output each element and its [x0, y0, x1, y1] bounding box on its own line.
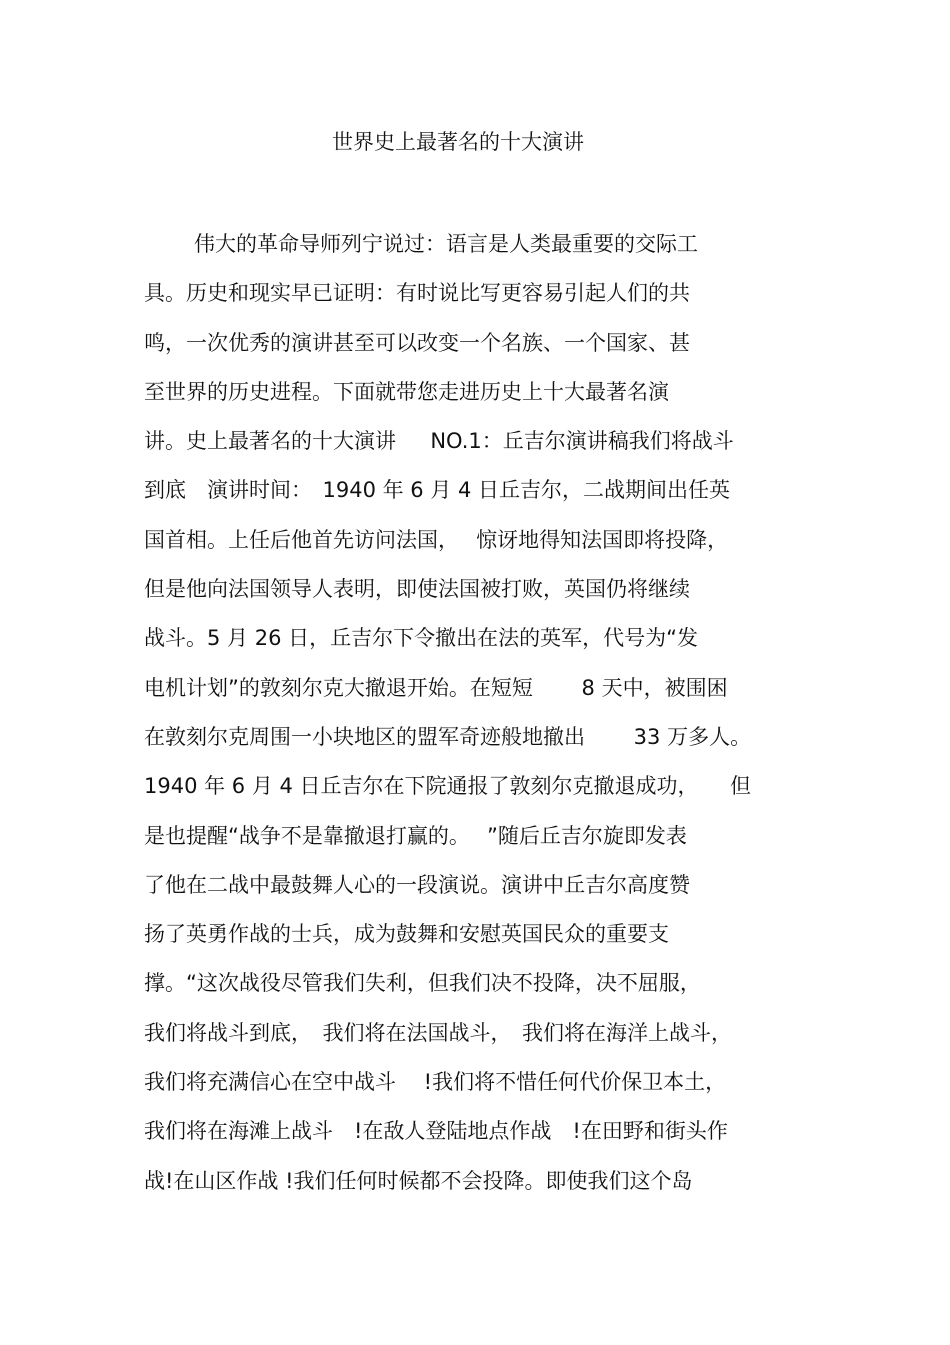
- paragraph-line: 了他在二战中最鼓舞人心的一段演说。演讲中丘吉尔高度赞: [144, 872, 690, 897]
- paragraph-line: 讲。史上最著名的十大演讲 NO.1：丘吉尔演讲稿我们将战斗: [144, 429, 734, 454]
- paragraph-line: 是也提醒“战争不是靠撤退打赢的。 ”随后丘吉尔旋即发表: [144, 823, 687, 848]
- paragraph-line: 在敦刻尔克周围一小块地区的盟军奇迹般地撤出 33 万多人。: [144, 724, 752, 749]
- paragraph-line: 我们将充满信心在空中战斗 !我们将不惜任何代价保卫本土，: [144, 1070, 727, 1095]
- paragraph-line: 1940 年 6 月 4 日丘吉尔在下院通报了敦刻尔克撤退成功， 但: [144, 774, 752, 799]
- paragraph-line: 电机计划”的敦刻尔克大撤退开始。在短短 8 天中，被围困: [144, 675, 728, 700]
- paragraph-line: 具。历史和现实早已证明：有时说比写更容易引起人们的共: [144, 281, 690, 306]
- paragraph-line: 扬了英勇作战的士兵，成为鼓舞和安慰英国民众的重要支: [144, 922, 669, 947]
- paragraph-line: 鸣，一次优秀的演讲甚至可以改变一个名族、一个国家、甚: [144, 330, 690, 355]
- paragraph-line: 我们将战斗到底， 我们将在法国战斗， 我们将在海洋上战斗，: [144, 1020, 732, 1045]
- paragraph-line: 到底 演讲时间： 1940 年 6 月 4 日丘吉尔，二战期间出任英: [144, 478, 731, 503]
- paragraph-line: 我们将在海滩上战斗 !在敌人登陆地点作战 !在田野和街头作: [144, 1119, 728, 1144]
- paragraph-line: 伟大的革命导师列宁说过：语言是人类最重要的交际工: [194, 232, 698, 256]
- paragraph-line: 国首相。上任后他首先访问法国， 惊讶地得知法国即将投降，: [144, 527, 729, 552]
- paragraph-line: 但是他向法国领导人表明，即使法国被打败，英国仍将继续: [144, 577, 690, 602]
- paragraph-line: 至世界的历史进程。下面就带您走进历史上十大最著名演: [144, 379, 669, 404]
- document-title: 世界史上最著名的十大演讲: [332, 130, 584, 154]
- document-body: [144, 226, 864, 1212]
- paragraph-line: 战斗。5 月 26 日，丘吉尔下令撤出在法的英军，代号为“发: [144, 626, 698, 651]
- paragraph-line: 撑。“这次战役尽管我们失利，但我们决不投降，决不屈服，: [144, 971, 701, 996]
- paragraph-line: 战!在山区作战 !我们任何时候都不会投降。即使我们这个岛: [144, 1168, 693, 1193]
